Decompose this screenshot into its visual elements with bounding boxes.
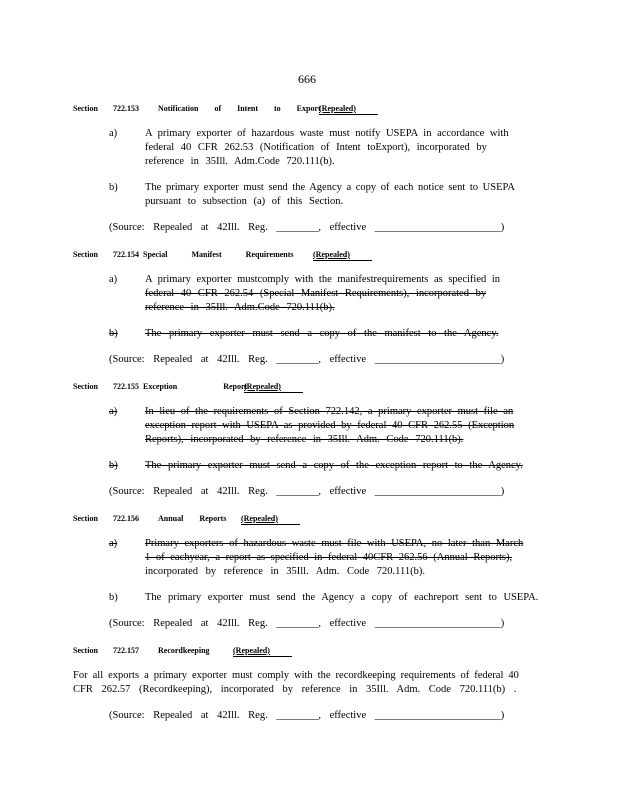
repealed-underline — [313, 260, 372, 261]
section-word: Section — [73, 514, 98, 523]
section-number: 722.155 — [113, 382, 139, 391]
source-note: (Source: Repealed at 42Ill. Reg. ________, effective ________________________) — [109, 222, 505, 233]
section-number: 722.154 — [113, 250, 139, 259]
section-title: Annual Reports — [158, 514, 227, 523]
section-word: Section — [73, 382, 98, 391]
section-word: Section — [73, 104, 98, 113]
item-label: b) — [109, 182, 118, 193]
item-b-line-1: The primary exporter must send a copy of the manifest to the Agency. — [145, 328, 499, 339]
section-number: 722.153 — [113, 104, 139, 113]
item-label: a) — [109, 406, 118, 417]
item-a-line-1: A primary exporter of hazardous waste must notify USEPA in accordance with — [145, 128, 509, 139]
repealed-underline — [241, 524, 300, 525]
item-label: b) — [109, 592, 118, 603]
repealed-underline — [319, 114, 378, 115]
source-note: (Source: Repealed at 42Ill. Reg. ________, effective ________________________) — [109, 354, 505, 365]
repealed-label: (Repealed) — [233, 646, 270, 655]
item-label: b) — [109, 460, 118, 471]
page-number: 666 — [298, 72, 316, 86]
section-number: 722.156 — [113, 514, 139, 523]
item-label: a) — [109, 128, 118, 139]
item-a-line-1: In lieu of the requirements of Section 722.142, a primary exporter must file an — [145, 406, 514, 417]
section-word: Section — [73, 646, 98, 655]
section-title: Notification of Intent to Export — [158, 104, 321, 113]
section-number: 722.157 — [113, 646, 139, 655]
item-a-line-3: reference in 35Ill. Adm.Code 720.111(b). — [145, 156, 335, 167]
section-word: Section — [73, 250, 98, 259]
section-title: Special Manifest Requirements — [143, 250, 294, 259]
body-line-2: CFR 262.57 (Recordkeeping), incorporated by reference in 35Ill. Adm. Code 720.111(b) . — [73, 684, 517, 695]
item-b-line-1: The primary exporter must send the Agency a copy of each notice sent to USEPA — [145, 182, 515, 193]
item-label: a) — [109, 538, 118, 549]
source-note: (Source: Repealed at 42Ill. Reg. ________, effective ________________________) — [109, 618, 505, 629]
item-a-line-1: Primary exporters of hazardous waste must file with USEPA, no later than March — [145, 538, 524, 549]
repealed-label: (Repealed) — [313, 250, 350, 259]
repealed-underline — [244, 392, 303, 393]
repealed-underline — [233, 656, 292, 657]
item-a-line-2: exception report with USEPA as provided by federal 40 CFR 262.55 (Exception — [145, 420, 515, 431]
item-b-line-1: The primary exporter must send a copy of the exception report to the Agency. — [145, 460, 523, 471]
item-a-line-3: incorporated by reference in 35Ill. Adm. Code 720.111(b). — [145, 566, 426, 577]
item-label: a) — [109, 274, 118, 285]
body-line-1: For all exports a primary exporter must comply with the recordkeeping requirements of federal 40 — [73, 670, 519, 681]
item-a-line-2: federal 40 CFR 262.53 (Notification of Intent toExport), incorporated by — [145, 142, 487, 153]
item-a-line-2: 1 of eachyear, a report as specified in federal 40CFR 262.56 (Annual Reports), — [145, 552, 513, 563]
item-a-line-3: Reports), incorporated by reference in 35Ill. Adm. Code 720.111(b). — [145, 434, 464, 445]
repealed-label: (Repealed) — [319, 104, 356, 113]
section-title: Exception Report — [143, 382, 248, 391]
item-b-line-1: The primary exporter must send the Agency a copy of eachreport sent to USEPA. — [145, 592, 539, 603]
repealed-label: (Repealed) — [244, 382, 281, 391]
item-a-line-1: A primary exporter mustcomply with the manifestrequirements as specified in — [145, 274, 501, 285]
item-a-line-3: reference in 35Ill. Adm.Code 720.111(b). — [145, 302, 335, 313]
source-note: (Source: Repealed at 42Ill. Reg. ________, effective ________________________) — [109, 486, 505, 497]
item-b-line-2: pursuant to subsection (a) of this Section. — [145, 196, 344, 207]
source-note: (Source: Repealed at 42Ill. Reg. ________, effective ________________________) — [109, 710, 505, 721]
item-label: b) — [109, 328, 118, 339]
item-a-line-2: federal 40 CFR 262.54 (Special Manifest Requirements), incorporated by — [145, 288, 487, 299]
repealed-label: (Repealed) — [241, 514, 278, 523]
section-title: Recordkeeping — [158, 646, 210, 655]
